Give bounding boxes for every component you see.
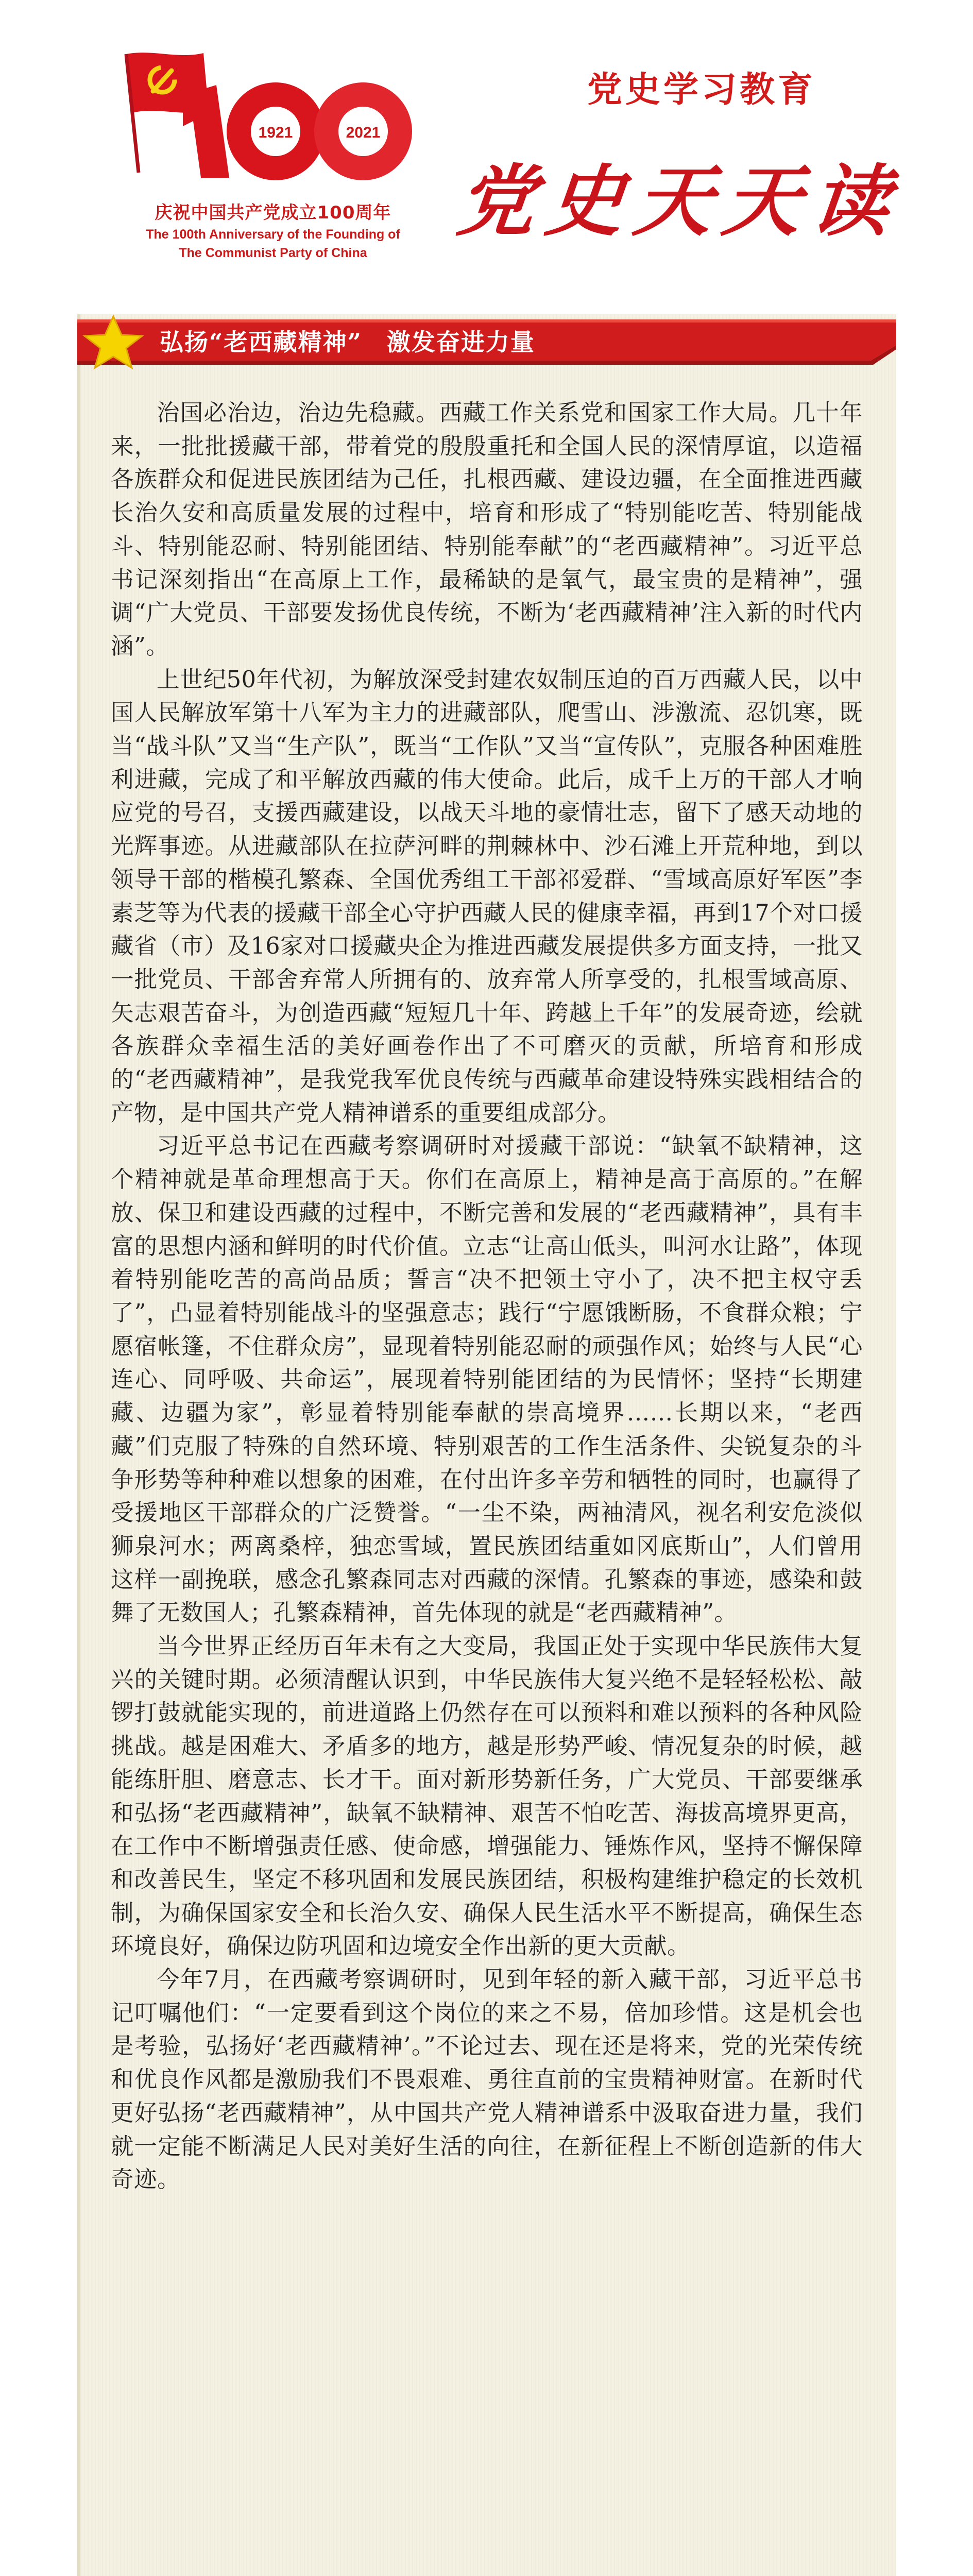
header-title: 党史天天读 (453, 156, 906, 247)
logo-caption-cn: 庆祝中国共产党成立100周年 (155, 202, 391, 223)
centenary-logo (106, 49, 435, 188)
article-paragraph: 习近平总书记在西藏考察调研时对援藏干部说：“缺氧不缺精神，这个精神就是革命理想高于天。你们在高原上，精神是高于高原的。”在解放、保卫和建设西藏的过程中，不断完善和发展的“老西藏精神”，具有丰富的思想内涵和鲜明的时代价值。立志“让高山低头，叫河水让路”，体现着特别能吃苦的高尚品质；誓言“决不把领土守小了，决不把主权守丢了”，凸显着特别能战斗的坚强意志；践行“宁愿饿断肠，不食群众粮；宁愿宿帐篷，不住群众房”，显现着特别能忍耐的顽强作风；始终与人民“心连心、同呼吸、共命运”，展现着特别能团结的为民情怀；坚持“长期建藏、边疆为家”，彰显着特别能奉献的崇高境界……长期以来，“老西藏”们克服了特殊的自然环境、特别艰苦的工作生活条件、尖锐复杂的斗争形势等种种难以想象的困难，在付出许多辛劳和牺牲的同时，也赢得了受援地区干部群众的广泛赞誉。“一尘不染，两袖清风，视名利安危淡似狮泉河水；两离桑梓，独恋雪域，置民族团结重如冈底斯山”，人们曾用这样一副挽联，感念孔繁森同志对西藏的深情。孔繁森的事迹，感染和鼓舞了无数国人；孔繁森精神，首先体现的就是“老西藏精神”。 (111, 1133, 863, 1626)
logo-caption (118, 198, 428, 261)
article-paragraph: 上世纪50年代初，为解放深受封建农奴制压迫的百万西藏人民，以中国人民解放军第十八军为主力的进藏部队，爬雪山、涉激流、忍饥寒，既当“战斗队”又当“生产队”，既当“工作队”又当“宣传队”，克服各种困难胜利进藏，完成了和平解放西藏的伟大使命。此后，成千上万的干部人才响应党的号召，支援西藏建设，以战天斗地的豪情壮志，留下了感天动地的光辉事迹。从进藏部队在拉萨河畔的荆棘林中、沙石滩上开荒种地，到以领导干部的楷模孔繁森、全国优秀组工干部祁爱群、“雪域高原好军医”李素芝等为代表的援藏干部全心守护西藏人民的健康幸福，再到17个对口援藏省（市）及16家对口援藏央企为推进西藏发展提供多方面支持，一批又一批党员、干部舍弃常人所拥有的、放弃常人所享受的，扎根雪域高原、矢志艰苦奋斗，为创造西藏“短短几十年、跨越上千年”的发展奇迹，绘就各族群众幸福生活的美好画卷作出了不可磨灭的贡献，所培育和形成的“老西藏精神”，是我党我军优良传统与西藏革命建设特殊实践相结合的产物，是中国共产党人精神谱系的重要组成部分。 (111, 666, 863, 1126)
page-header (0, 0, 973, 289)
article-title: 弘扬“老西藏精神” 激发奋进力量 (160, 328, 535, 356)
article-body (111, 397, 863, 2197)
logo-year-end: 2021 (346, 124, 381, 141)
logo-caption-en-line2: The Communist Party of China (179, 246, 367, 260)
article-paragraph: 当今世界正经历百年未有之大变局，我国正处于实现中华民族伟大复兴的关键时期。必须清醒认识到，中华民族伟大复兴绝不是轻轻松松、敲锣打鼓就能实现的，前进道路上仍然存在可以预料和难以预料的各种风险挑战。越是困难大、矛盾多的地方，越是形势严峻、情况复杂的时候，越能练肝胆、磨意志、长才干。面对新形势新任务，广大党员、干部要继承和弘扬“老西藏精神”，缺氧不缺精神、艰苦不怕吃苦、海拔高境界更高，在工作中不断增强责任感、使命感，增强能力、锤炼作风，坚持不懈保障和改善民生，坚定不移巩固和发展民族团结，积极构建维护稳定的长效机制，为确保国家安全和长治久安、确保人民生活水平不断提高，确保生态环境良好，确保边防巩固和边境安全作出新的更大贡献。 (111, 1633, 863, 1960)
logo-year-start: 1921 (258, 124, 293, 141)
article-paragraph: 治国必治边，治边先稳藏。西藏工作关系党和国家工作大局。几十年来，一批批援藏干部，带着党的殷殷重托和全国人民的深情厚谊，以造福各族群众和促进民族团结为己任，扎根西藏、建设边疆，在全面推进西藏长治久安和高质量发展的过程中，培育和形成了“特别能吃苦、特别能战斗、特别能忍耐、特别能团结、特别能奉献”的“老西藏精神”。习近平总书记深刻指出“在高原上工作，最稀缺的是氧气，最宝贵的是精神”，强调“广大党员、干部要发扬优良传统，不断为‘老西藏精神’注入新的时代内涵”。 (111, 400, 863, 659)
logo-caption-en-line1: The 100th Anniversary of the Founding of (146, 227, 400, 242)
article-paragraph: 今年7月，在西藏考察调研时，见到年轻的新入藏干部，习近平总书记叮嘱他们：“一定要看到这个岗位的来之不易，倍加珍惜。这是机会也是考验，弘扬好‘老西藏精神’。”不论过去、现在还是将来，党的光荣传统和优良作风都是激励我们不畏艰难、勇往直前的宝贵精神财富。在新时代更好弘扬“老西藏精神”，从中国共产党人精神谱系中汲取奋进力量，我们就一定能不断满足人民对美好生活的向往，在新征程上不断创造新的伟大奇迹。 (111, 1967, 863, 2193)
header-subtitle: 党史学习教育 (587, 70, 816, 110)
